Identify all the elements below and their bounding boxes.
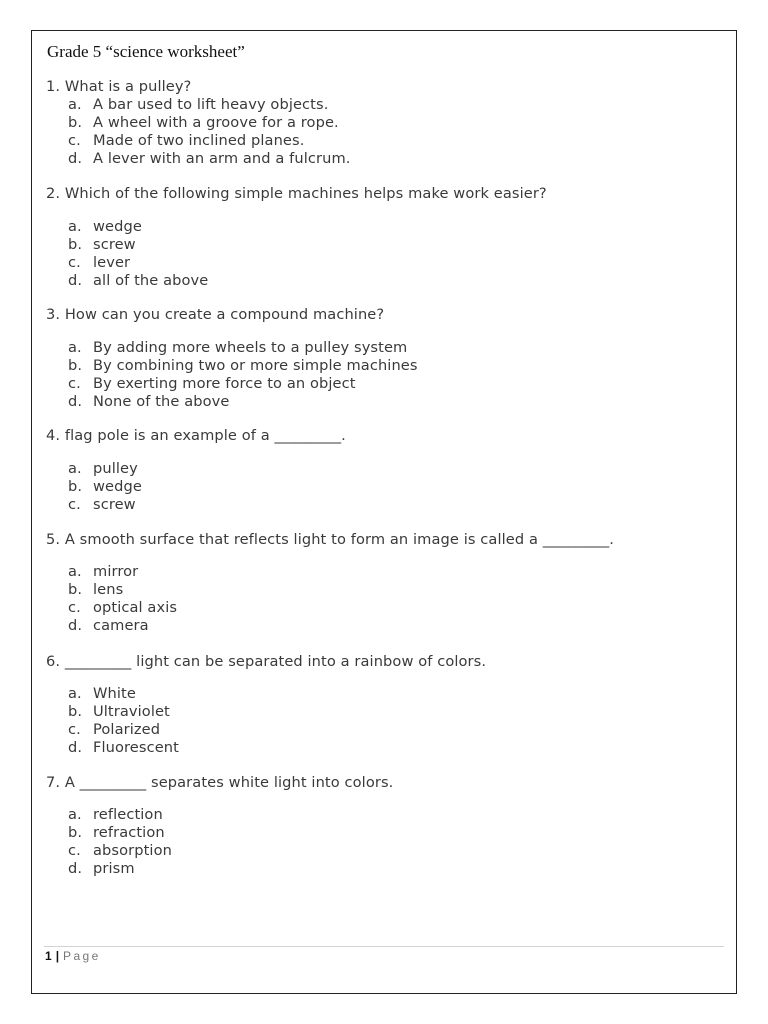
- option: a. A bar used to lift heavy objects.: [68, 96, 329, 113]
- option: a. mirror: [68, 563, 139, 580]
- question-7: 7. A _________ separates white light into colors.: [46, 774, 394, 791]
- option: b. By combining two or more simple machines: [68, 357, 418, 374]
- footer-divider: [44, 946, 724, 947]
- question-2: 2. Which of the following simple machines helps make work easier?: [46, 185, 547, 202]
- option: d. all of the above: [68, 272, 209, 289]
- option: d. A lever with an arm and a fulcrum.: [68, 150, 351, 167]
- option: b. wedge: [68, 478, 142, 495]
- page-label: Page: [63, 949, 101, 963]
- option: c. screw: [68, 496, 136, 513]
- page-number: 1: [45, 949, 52, 963]
- option: c. Polarized: [68, 721, 161, 738]
- option: a. pulley: [68, 460, 138, 477]
- option: c. optical axis: [68, 599, 178, 616]
- option: b. screw: [68, 236, 136, 253]
- option: d. camera: [68, 617, 149, 634]
- option: a. By adding more wheels to a pulley system: [68, 339, 408, 356]
- option: a. wedge: [68, 218, 142, 235]
- option: d. prism: [68, 860, 135, 877]
- option: d. Fluorescent: [68, 739, 179, 756]
- option: b. A wheel with a groove for a rope.: [68, 114, 339, 131]
- footer-separator: |: [55, 949, 60, 963]
- page-footer: [45, 949, 101, 963]
- question-6: 6. _________ light can be separated into a rainbow of colors.: [46, 653, 487, 670]
- question-5: 5. A smooth surface that reflects light to form an image is called a _________.: [46, 531, 615, 548]
- worksheet-title: Grade 5 “science worksheet”: [47, 42, 245, 61]
- option: b. refraction: [68, 824, 165, 841]
- option: c. Made of two inclined planes.: [68, 132, 305, 149]
- option: c. lever: [68, 254, 131, 271]
- question-4: 4. flag pole is an example of a _________.: [46, 427, 346, 444]
- option: d. None of the above: [68, 393, 230, 410]
- option: c. By exerting more force to an object: [68, 375, 356, 392]
- option: b. lens: [68, 581, 124, 598]
- option: a. White: [68, 685, 136, 702]
- question-1: 1. What is a pulley?: [46, 78, 192, 95]
- option: a. reflection: [68, 806, 163, 823]
- option: c. absorption: [68, 842, 172, 859]
- question-3: 3. How can you create a compound machine?: [46, 306, 385, 323]
- option: b. Ultraviolet: [68, 703, 170, 720]
